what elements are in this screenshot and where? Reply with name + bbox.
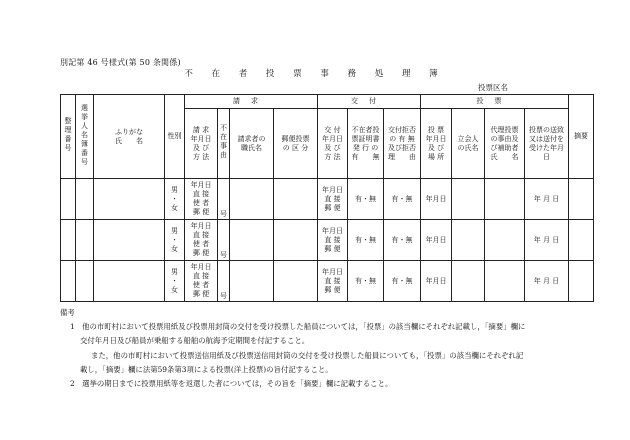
polling-district-label: 投票区名 — [478, 83, 508, 92]
col-header-fuzai: 不在事由 — [218, 109, 230, 179]
tachiai-cell — [452, 179, 485, 220]
biko-cell — [569, 261, 594, 302]
fuzai-cell — [218, 261, 230, 302]
kofu-cell: 年月日 直 接 郵 便 — [318, 261, 348, 302]
form-number-label: 別記第 46 号様式(第 50 条関係) — [60, 58, 181, 67]
tohyo-cell: 年月日 — [421, 179, 452, 220]
biko-cell — [569, 179, 594, 220]
ledger-table — [60, 94, 589, 302]
note-1b-line-1: また，他の市町村において投票送信用紙及び投票送信用封筒の交付を受け投票した船員についても，「投票」の該当欄にそれぞれ記 — [91, 350, 524, 360]
note-1-line-2: 交付年月日及び船員が乗船する船舶の航海予定期間を付記すること。 — [80, 336, 310, 346]
col-header-tachiai: 立会人 の氏名 — [452, 109, 485, 179]
shomei-cell: 有・無 — [348, 261, 384, 302]
document-title: 不 在 者 投 票 事 務 処 理 簿 — [184, 69, 446, 79]
kyohi-cell: 有・無 — [384, 179, 421, 220]
notes-section — [60, 306, 580, 391]
col-header-seikyu-date: 請 求 年月日 及 び 方 法 — [185, 109, 218, 179]
group-header-seikyu: 請求 — [185, 95, 318, 109]
sex-cell: 男 ・ 女 — [165, 179, 185, 220]
senkyo-cell — [76, 179, 94, 220]
table-row — [61, 179, 594, 220]
group-header-tohyo: 投票 — [421, 95, 569, 109]
soufu-cell: 年 月 日 — [525, 220, 569, 261]
col-header-soufu: 投票の送致 又は送付を 受けた年月 日 — [525, 109, 569, 179]
fuzai-number-suffix: 号 — [220, 292, 227, 300]
requester-cell — [230, 261, 274, 302]
tohyo-cell: 年月日 — [421, 261, 452, 302]
fuzai-cell — [218, 220, 230, 261]
dairi-cell — [485, 179, 525, 220]
dairi-cell — [485, 220, 525, 261]
col-header-seiri: 整理番号 — [61, 95, 76, 179]
note-1-line-1: 1 他の市町村において投票用紙及び投票用封筒の交付を受け投票した船員については，「投票」の該当欄にそれぞれ記載し，「摘要」欄に — [70, 322, 526, 332]
col-header-kyohi: 交付拒否 の 有 無 及び拒否 理 由 — [384, 109, 421, 179]
yubin-cell — [274, 220, 318, 261]
col-header-yubin: 郵便投票 の 区 分 — [274, 109, 318, 179]
fuzai-cell — [218, 179, 230, 220]
soufu-cell: 年 月 日 — [525, 261, 569, 302]
table-row — [61, 220, 594, 261]
seiri-cell — [61, 220, 76, 261]
col-header-kofu-date: 交 付 年月日 及 び 方 法 — [318, 109, 348, 179]
note-1b-line-2: 載し，「摘要」欄に法第59条第3項による投票(洋上投票)の旨付記すること。 — [80, 364, 333, 374]
tachiai-cell — [452, 261, 485, 302]
group-header-kofu: 交付 — [318, 95, 421, 109]
notes-heading: 備考 — [60, 308, 75, 317]
col-header-dairi: 代理投票 の事由及 び補助者 氏 名 — [485, 109, 525, 179]
seiri-cell — [61, 179, 76, 220]
seiri-cell — [61, 261, 76, 302]
seikyu-cell: 年月日 直 接 使 者 郵 便 — [185, 220, 218, 261]
soufu-cell: 年 月 日 — [525, 179, 569, 220]
shomei-cell: 有・無 — [348, 220, 384, 261]
table-row — [61, 261, 594, 302]
biko-cell — [569, 220, 594, 261]
kofu-cell: 年月日 直 接 郵 便 — [318, 179, 348, 220]
kyohi-cell: 有・無 — [384, 220, 421, 261]
seikyu-cell: 年月日 直 接 使 者 郵 便 — [185, 179, 218, 220]
yubin-cell — [274, 179, 318, 220]
shomei-cell: 有・無 — [348, 179, 384, 220]
note-2: 2 選挙の期日までに投票用紙等を返還した者については，その旨を「摘要」欄に記載すること。 — [70, 379, 393, 389]
col-header-biko: 摘要 — [569, 95, 594, 179]
col-header-tohyo-date: 投 票 年月日 及 び 場 所 — [421, 109, 452, 179]
sex-cell: 男 ・ 女 — [165, 261, 185, 302]
ledger-rows — [61, 179, 594, 302]
tohyo-cell: 年月日 — [421, 220, 452, 261]
col-header-senkyo: 選挙人名簿番号 — [76, 95, 94, 179]
senkyo-cell — [76, 220, 94, 261]
kofu-cell: 年月日 直 接 郵 便 — [318, 220, 348, 261]
name-cell — [94, 261, 165, 302]
fuzai-number-suffix: 号 — [220, 210, 227, 218]
col-header-name: ふりがな 氏 名 — [94, 95, 165, 179]
kyohi-cell: 有・無 — [384, 261, 421, 302]
seikyu-cell: 年月日 直 接 使 者 郵 便 — [185, 261, 218, 302]
tachiai-cell — [452, 220, 485, 261]
col-header-requester: 請求者の 職氏名 — [230, 109, 274, 179]
yubin-cell — [274, 261, 318, 302]
col-header-shomei: 不在者投 票証明書 発 行 の 有 無 — [348, 109, 384, 179]
requester-cell — [230, 179, 274, 220]
requester-cell — [230, 220, 274, 261]
name-cell — [94, 179, 165, 220]
sex-cell: 男 ・ 女 — [165, 220, 185, 261]
senkyo-cell — [76, 261, 94, 302]
col-header-sex: 性別 — [165, 95, 185, 179]
dairi-cell — [485, 261, 525, 302]
name-cell — [94, 220, 165, 261]
fuzai-number-suffix: 号 — [220, 251, 227, 259]
